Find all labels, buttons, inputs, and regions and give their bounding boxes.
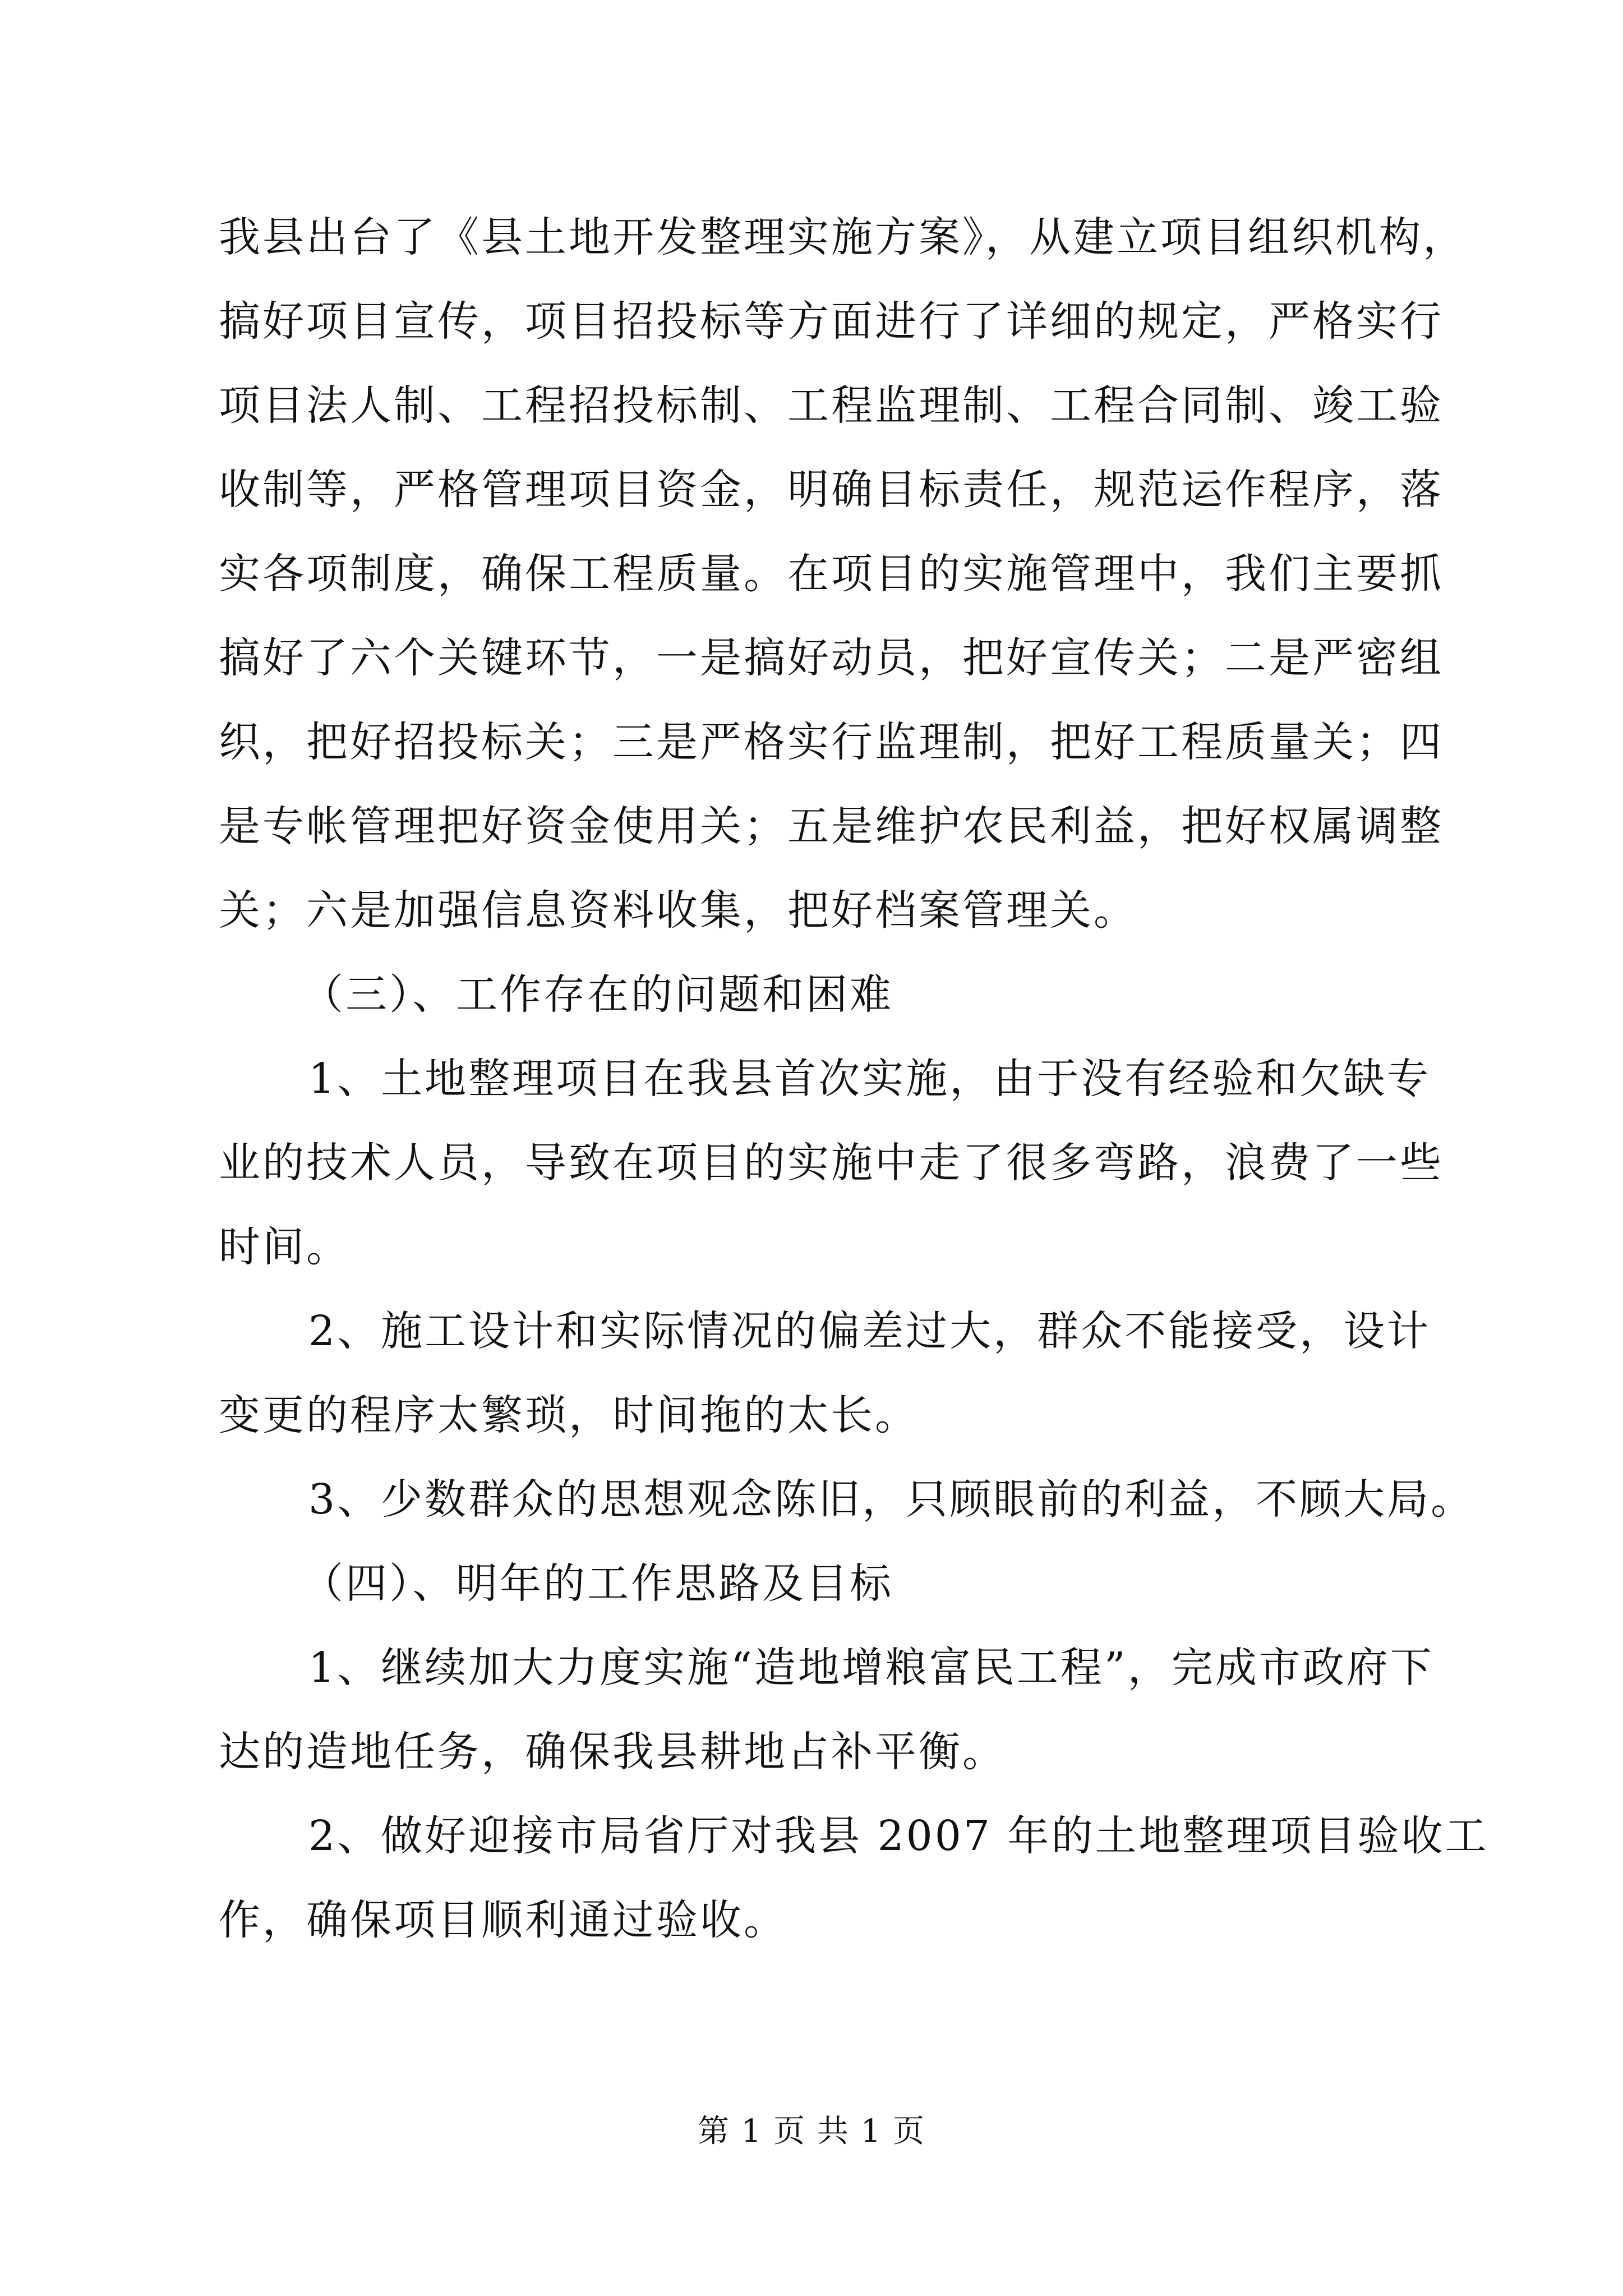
text-line: 项目法人制、工程招投标制、工程监理制、工程合同制、竣工验 xyxy=(219,381,1444,430)
text-line: 2、施工设计和实际情况的偏差过大，群众不能接受，设计 xyxy=(308,1307,1431,1355)
text-line: 3、少数群众的思想观念陈旧，只顾眼前的利益，不顾大局。 xyxy=(308,1475,1475,1524)
text-line: 变更的程序太繁琐，时间拖的太长。 xyxy=(219,1391,919,1439)
text-line: 搞好项目宣传，项目招投标等方面进行了详细的规定，严格实行 xyxy=(219,297,1444,346)
text-line: （三）、工作存在的问题和困难 xyxy=(302,970,893,1019)
text-line: 1、继续加大力度实施“造地增粮富民工程”，完成市政府下 xyxy=(308,1644,1434,1692)
page-footer: 第 1 页 共 1 页 xyxy=(697,2113,926,2150)
text-line: 业的技术人员，导致在项目的实施中走了很多弯路，浪费了一些 xyxy=(219,1139,1444,1187)
text-line: 搞好了六个关键环节，一是搞好动员，把好宣传关；二是严密组 xyxy=(219,634,1444,682)
text-line: 织，把好招投标关；三是严格实行监理制，把好工程质量关；四 xyxy=(219,718,1444,766)
text-line: 作，确保项目顺利通过验收。 xyxy=(219,1896,787,1944)
text-line: 1、土地整理项目在我县首次实施，由于没有经验和欠缺专 xyxy=(308,1055,1431,1103)
document-body xyxy=(219,195,1489,1962)
text-line: 实各项制度，确保工程质量。在项目的实施管理中，我们主要抓 xyxy=(219,550,1444,598)
text-line: 是专帐管理把好资金使用关；五是维护农民利益，把好权属调整 xyxy=(219,802,1444,850)
text-line: 关；六是加强信息资料收集，把好档案管理关。 xyxy=(219,886,1137,935)
text-line: 达的造地任务，确保我县耕地占补平衡。 xyxy=(219,1728,1006,1776)
text-line: 时间。 xyxy=(219,1223,350,1271)
text-line: 我县出台了《县土地开发整理实施方案》，从建立项目组织机构， xyxy=(219,213,1467,261)
text-line: （四）、明年的工作思路及目标 xyxy=(302,1559,893,1608)
text-line: 2、做好迎接市局省厅对我县 2007 年的土地整理项目验收工 xyxy=(308,1812,1489,1860)
text-line: 收制等，严格管理项目资金，明确目标责任，规范运作程序，落 xyxy=(219,466,1444,514)
